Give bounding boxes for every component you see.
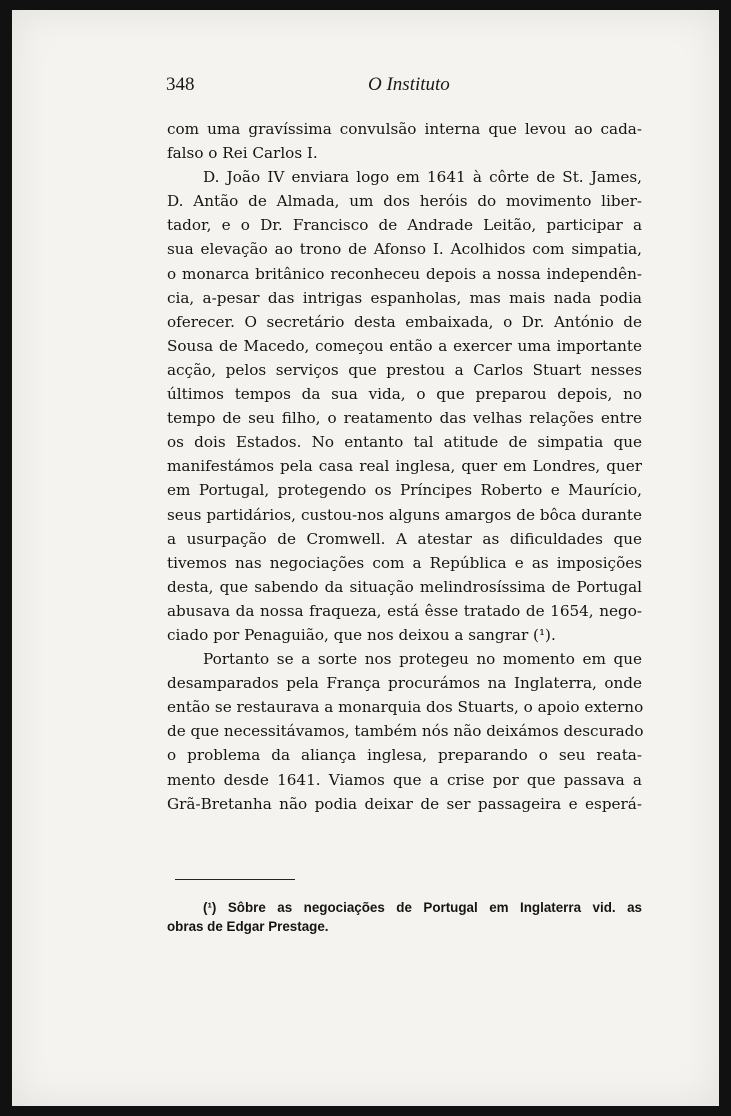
text-line: Portanto se a sorte nos protegeu no momento em que [203,650,642,669]
text-line: desamparados pela França procurámos na Inglaterra, onde [167,674,642,693]
footnote [167,898,642,936]
footnote-line: (¹) Sôbre as negociações de Portugal em Inglaterra vid. as [203,900,642,915]
text-line: Grã-Bretanha não podia deixar de ser passageira e esperá- [167,794,642,813]
text-line: seus partidários, custou-nos alguns amargos de bôca durante [167,505,642,524]
text-line: com uma gravíssima convulsão interna que levou ao cada- [167,120,642,138]
text-line: tivemos nas negociações com a República e as imposições [167,553,642,572]
text-line: desta, que sabendo da situação melindrosíssima de Portugal [167,577,642,596]
text-line: então se restaurava a monarquia dos Stuarts, o apoio externo [167,698,644,717]
running-title: O Instituto [368,74,450,95]
text-line: D. Antão de Almada, um dos heróis do movimento liber- [167,192,642,211]
text-line: a usurpação de Cromwell. A atestar as dificuldades que [167,529,642,548]
text-line: tador, e o Dr. Francisco de Andrade Leitão, participar a [167,216,642,235]
text-line: acção, pelos serviços que prestou a Carlos Stuart nesses [167,360,642,379]
text-line: manifestámos pela casa real inglesa, quer em Londres, quer [167,457,642,476]
body-text [167,117,642,816]
text-line: últimos tempos da sua vida, o que preparou depois, no [167,385,642,404]
footnote-rule [175,879,295,880]
book-page [12,10,719,1106]
text-line: ciado por Penaguião, que nos deixou a sangrar (¹). [167,625,556,644]
text-line: de que necessitávamos, também nós não deixámos descurado [167,722,644,741]
text-line: em Portugal, protegendo os Príncipes Roberto e Maurício, [167,481,642,500]
page-number: 348 [166,74,195,95]
text-line: oferecer. O secretário desta embaixada, o Dr. António de [167,312,642,331]
text-line: o problema da aliança inglesa, preparando o seu reata- [167,746,642,765]
text-line: falso o Rei Carlos I. [167,144,318,163]
text-line: o monarca britânico reconheceu depois a nossa independên- [167,264,642,283]
text-line: tempo de seu filho, o reatamento das velhas relações entre [167,409,642,428]
text-line: abusava da nossa fraqueza, está êsse tratado de 1654, nego- [167,601,642,620]
text-line: Sousa de Macedo, começou então a exercer uma importante [167,336,642,355]
footnote-line: obras de Edgar Prestage. [167,919,329,934]
running-head [12,72,719,100]
text-line: os dois Estados. No entanto tal atitude de simpatia que [167,433,642,452]
text-line: sua elevação ao trono de Afonso I. Acolhidos com simpatia, [167,240,642,259]
text-line: D. João IV enviara logo em 1641 à côrte de St. James, [203,168,642,187]
text-line: mento desde 1641. Viamos que a crise por que passava a [167,770,642,789]
text-line: cia, a-pesar das intrigas espanholas, mas mais nada podia [167,288,642,307]
